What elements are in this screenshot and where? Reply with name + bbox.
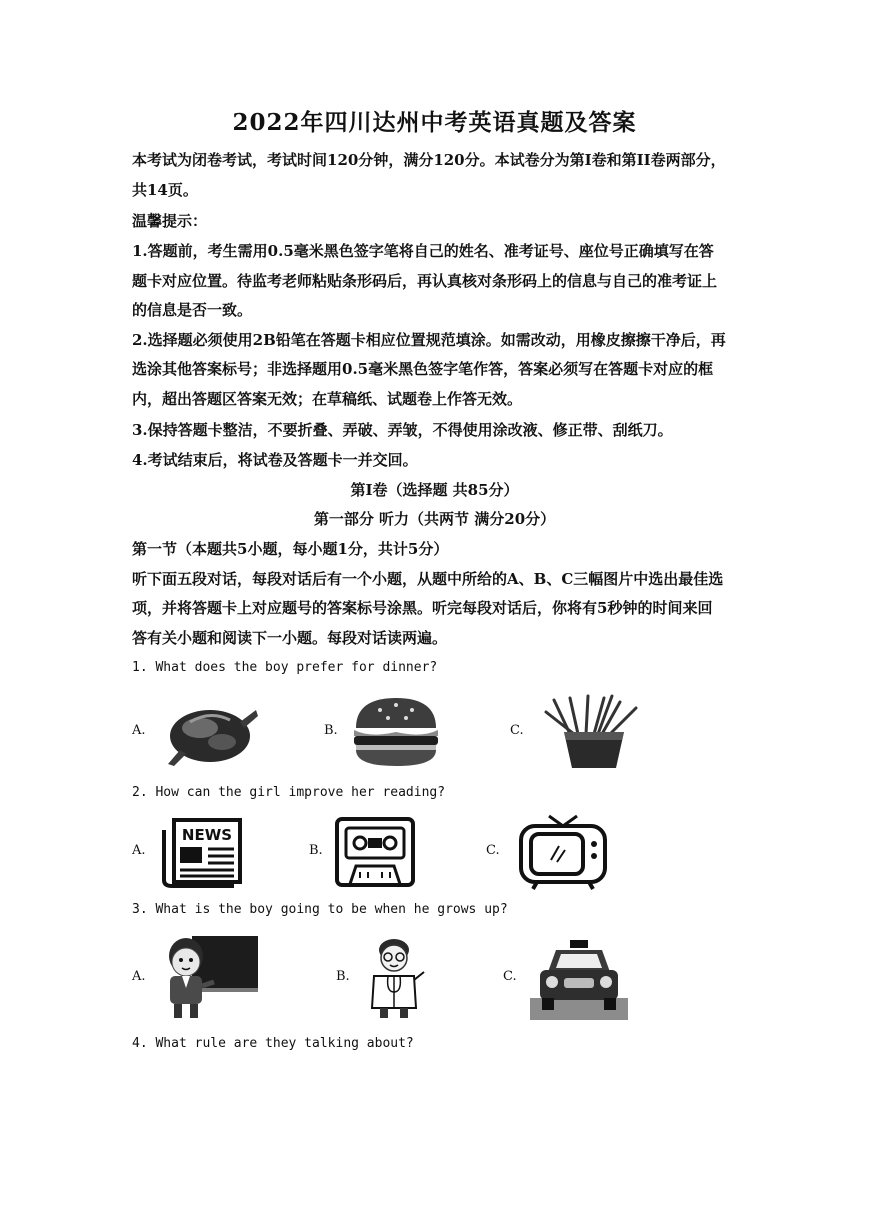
french-fries-icon bbox=[540, 694, 644, 770]
tip-line-1: 1.答题前，考生需用0.5毫米黑色签字笔将自己的姓名、准考证号、座位号正确填写在答 bbox=[132, 242, 714, 260]
taxi-car-icon bbox=[528, 936, 630, 1022]
part-heading: 第一部分 听力（共两节 满分20分） bbox=[313, 510, 556, 528]
tip-line-5: 选涂其他答案标号；非选择题用0.5毫米黑色签字笔作答，答案必须写在答题卡对应的框 bbox=[132, 360, 714, 378]
tip-line-6: 内，超出答题区答案无效；在草稿纸、试题卷上作答无效。 bbox=[132, 390, 523, 408]
instruction-line-3: 答有关小题和阅读下一小题。每段对话读两遍。 bbox=[132, 629, 448, 647]
newspaper-masthead: NEWS bbox=[181, 826, 233, 844]
tip-line-8: 4.考试结束后，将试卷及答题卡一并交回。 bbox=[132, 451, 418, 469]
q2-option-c-label: C. bbox=[486, 843, 500, 858]
instruction-line-1: 听下面五段对话，每段对话后有一个小题，从题中所给的A、B、C三幅图片中选出最佳选 bbox=[132, 570, 724, 588]
q2-option-b-label: B. bbox=[309, 843, 323, 858]
q1-option-c-label: C. bbox=[510, 723, 524, 738]
tips-heading: 温馨提示： bbox=[132, 212, 208, 230]
question-2: 2. How can the girl improve her reading? bbox=[132, 785, 446, 800]
question-4: 4. What rule are they talking about? bbox=[132, 1036, 414, 1051]
document-title: 2022年四川达州中考英语真题及答案 bbox=[232, 109, 637, 136]
tip-line-3: 的信息是否一致。 bbox=[132, 301, 253, 319]
newspaper-icon bbox=[160, 816, 244, 888]
intro-line-2: 共14页。 bbox=[132, 181, 198, 199]
tip-line-2: 题卡对应位置。待监考老师粘贴条形码后，再认真核对条形码上的信息与自己的准考证上 bbox=[132, 272, 718, 290]
tip-line-4: 2.选择题必须使用2B铅笔在答题卡相应位置规范填涂。如需改动，用橡皮擦擦干净后，再 bbox=[132, 331, 726, 349]
cassette-tape-icon bbox=[334, 816, 416, 888]
hamburger-icon bbox=[350, 694, 442, 770]
intro-line-1: 本考试为闭卷考试，考试时间120分钟，满分120分。本试卷分为第Ⅰ卷和第II卷两部分， bbox=[132, 151, 726, 169]
television-icon bbox=[515, 814, 611, 890]
question-3: 3. What is the boy going to be when he grows up? bbox=[132, 902, 508, 917]
q2-option-a-label: A. bbox=[132, 843, 146, 858]
q1-option-b-label: B. bbox=[324, 723, 338, 738]
q3-option-c-label: C. bbox=[503, 969, 517, 984]
roast-chicken-icon bbox=[160, 692, 260, 772]
question-1: 1. What does the boy prefer for dinner? bbox=[132, 660, 438, 675]
volume-heading: 第Ⅰ卷（选择题 共85分） bbox=[350, 481, 519, 499]
instruction-line-2: 项，并将答题卡上对应题号的答案标号涂黑。听完每段对话后，你将有5秒钟的时间来回 bbox=[132, 599, 713, 617]
teacher-icon bbox=[156, 932, 262, 1022]
section-heading: 第一节（本题共5小题，每小题1分，共计5分） bbox=[132, 540, 449, 558]
tip-line-7: 3.保持答题卡整洁，不要折叠、弄破、弄皱，不得使用涂改液、修正带、刮纸刀。 bbox=[132, 421, 673, 439]
q1-option-a-label: A. bbox=[132, 723, 146, 738]
doctor-icon bbox=[360, 934, 430, 1020]
q3-option-a-label: A. bbox=[132, 969, 146, 984]
q3-option-b-label: B. bbox=[336, 969, 350, 984]
